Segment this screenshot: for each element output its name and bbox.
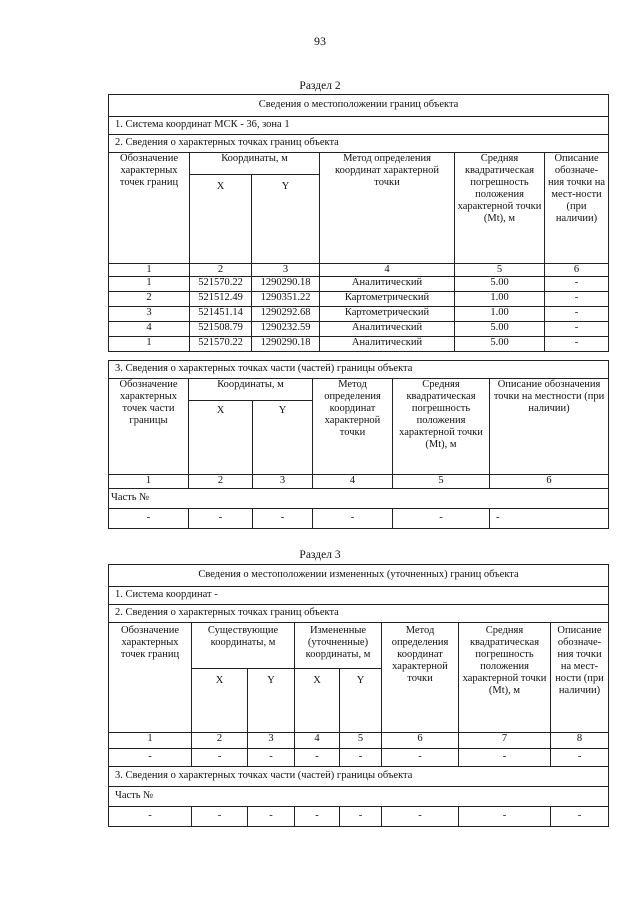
cell: - [545,292,609,307]
cell: 1 [109,277,190,292]
table-row [109,509,609,529]
col-y-label: Y [252,175,320,264]
cell: Аналитический [320,277,455,292]
col-num: 5 [340,733,382,749]
section-2-title: Раздел 2 [299,80,341,92]
col-num: 2 [192,733,248,749]
col-num: 1 [109,733,192,749]
p-col-point-label: Обозначение характерных точек части границы [109,379,189,475]
table-row [109,749,609,767]
cell: 1.00 [455,292,545,307]
cell: - [253,509,313,529]
section-3-table [108,564,609,827]
cell: 1290232.59 [252,322,320,337]
p-col-method-label: Метод определения координат характерной точки [313,379,393,475]
cell: 1.00 [455,307,545,322]
cell: - [340,807,382,827]
cell: 521570.22 [190,337,252,352]
cell: - [551,807,609,827]
table-row [109,277,609,292]
cell: - [189,509,253,529]
cell: - [490,509,609,529]
col-method-label: Метод определения координат характерной точки [320,153,455,264]
col-desc-label: Описание обозначе-ния точки на мест-ности (при наличии) [551,623,609,733]
cell: - [295,807,340,827]
section-3-title: Раздел 3 [299,549,341,561]
cell: - [248,749,295,767]
cell: 1290290.18 [252,337,320,352]
cell: 1 [109,337,190,352]
col-num: 7 [459,733,551,749]
section-3-header: Сведения о местоположении измененных (уточненных) границ объекта [109,565,609,587]
col-num: 4 [313,475,393,489]
cell: 3 [109,307,190,322]
cell: - [109,807,192,827]
section-2-header: Сведения о местоположении границ объекта [109,95,609,117]
cell: - [545,322,609,337]
cell: - [551,749,609,767]
cell: - [313,509,393,529]
col-y-label: Y [248,669,295,733]
col-desc-label: Описание обозначе-ния точки на мест-ности (при наличии) [545,153,609,264]
p-col-x-label: X [189,401,253,475]
col-num: 8 [551,733,609,749]
points-title: 2. Сведения о характерных точках границ объекта [109,135,609,153]
cell: Картометрический [320,307,455,322]
part-points-title: 3. Сведения о характерных точках части (частей) границы объекта [109,767,609,787]
cell: 1290351.22 [252,292,320,307]
part-number-label: Часть № [109,787,609,807]
p-col-coords-label: Координаты, м [189,379,313,401]
coord-system-line: 1. Система координат МСК - 36, зона 1 [109,117,609,135]
section-2-part-table [108,360,609,529]
p-col-y-label: Y [253,401,313,475]
cell: - [109,749,192,767]
cell: - [545,307,609,322]
cell: - [459,749,551,767]
col-num: 5 [393,475,490,489]
part-points-title: 3. Сведения о характерных точках части (частей) границы объекта [109,361,609,379]
cell: 521451.14 [190,307,252,322]
cell: - [192,749,248,767]
cell: - [545,277,609,292]
col-num: 3 [252,264,320,277]
cell: 521512.49 [190,292,252,307]
cell: 1290292.68 [252,307,320,322]
cell: 4 [109,322,190,337]
cell: Аналитический [320,337,455,352]
cell: 2 [109,292,190,307]
col-x-label: X [192,669,248,733]
cell: Картометрический [320,292,455,307]
col-num: 6 [382,733,459,749]
col-num: 3 [248,733,295,749]
col-num: 4 [320,264,455,277]
part-number-label: Часть № [109,489,609,509]
cell: - [192,807,248,827]
col-method-label: Метод определения координат характерной точки [382,623,459,733]
col-num: 2 [190,264,252,277]
table-row [109,307,609,322]
col-existing-coords-label: Существующие координаты, м [192,623,295,669]
cell: - [248,807,295,827]
cell: 1290290.18 [252,277,320,292]
cell: 521508.79 [190,322,252,337]
cell: - [340,749,382,767]
p-col-error-label: Средняя квадратическая погрешность положения характерной точки (Mt), м [393,379,490,475]
col-point-label: Обозначение характерных точек границ [109,153,190,264]
col-num: 4 [295,733,340,749]
col-changed-coords-label: Измененные (уточненные) координаты, м [295,623,382,669]
table-row [109,322,609,337]
cell: - [295,749,340,767]
cell: - [459,807,551,827]
col-point-label: Обозначение характерных точек границ [109,623,192,733]
col-num: 6 [490,475,609,489]
col-num: 5 [455,264,545,277]
cell: 5.00 [455,322,545,337]
col-num: 2 [189,475,253,489]
points-title: 2. Сведения о характерных точках границ объекта [109,605,609,623]
p-col-desc-label: Описание обозначения точки на местности (при наличии) [490,379,609,475]
cell: 5.00 [455,337,545,352]
col-num: 1 [109,475,189,489]
col-x-label: X [295,669,340,733]
page-number: 93 [314,34,326,48]
cell: Аналитический [320,322,455,337]
col-error-label: Средняя квадратическая погрешность положения характерной точки (Mt), м [455,153,545,264]
cell: - [382,749,459,767]
cell: - [393,509,490,529]
table-row [109,292,609,307]
cell: - [109,509,189,529]
col-x-label: X [190,175,252,264]
col-error-label: Средняя квадратическая погрешность положения характерной точки (Mt), м [459,623,551,733]
col-num: 6 [545,264,609,277]
cell: 5.00 [455,277,545,292]
cell: - [545,337,609,352]
col-num: 3 [253,475,313,489]
col-coords-label: Координаты, м [190,153,320,175]
cell: 521570.22 [190,277,252,292]
col-y-label: Y [340,669,382,733]
coord-system-line: 1. Система координат - [109,587,609,605]
section-2-table [108,94,609,352]
table-row [109,807,609,827]
table-row [109,337,609,352]
col-num: 1 [109,264,190,277]
cell: - [382,807,459,827]
